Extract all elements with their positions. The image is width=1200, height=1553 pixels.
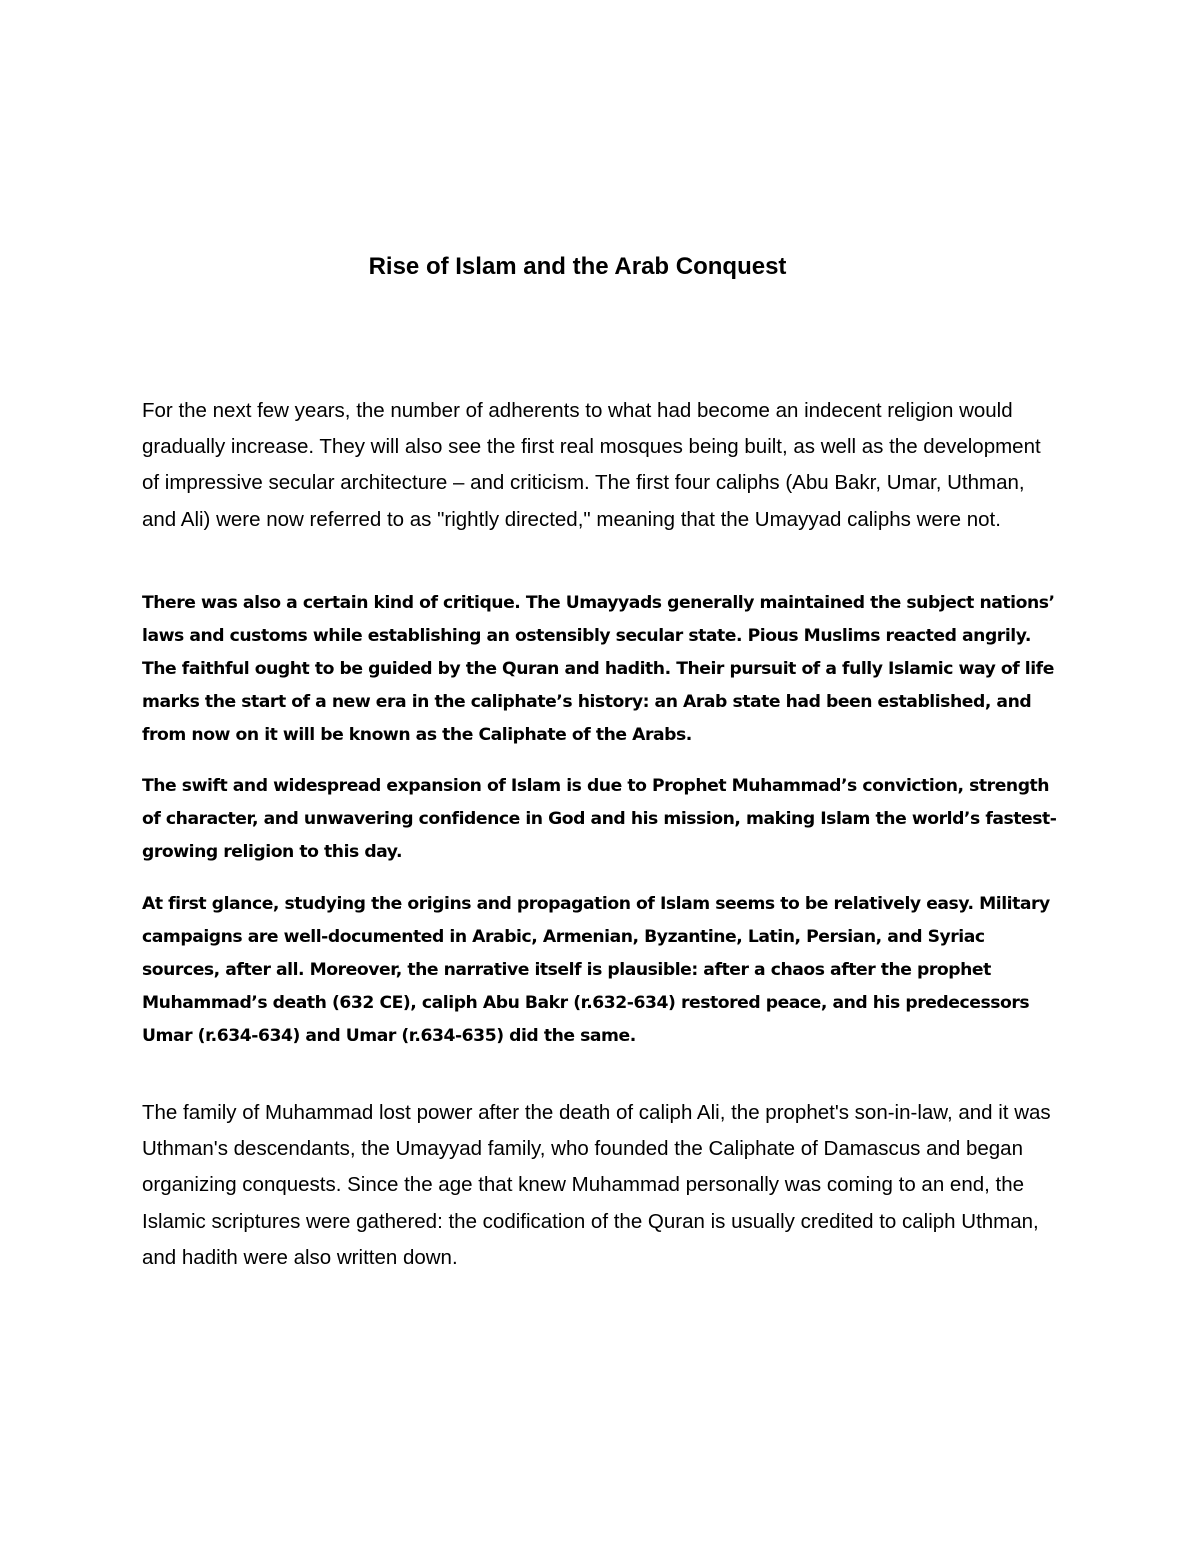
paragraph-4: At first glance, studying the origins and propagation of Islam seems to be relatively easy. Military campaigns are well-documented in Arabic, Armenian, Byzantine, Latin, Persian, and Syriac sources, after all. Moreover, the narrative itself is plausible: after a chaos after the prophet Muhammad’s death (632 CE), caliph Abu Bakr (r.632-634) restored peace, and his predecessors Umar (r.634-634) and Umar (r.634-635) did the same. — [142, 894, 1050, 1047]
paragraph-2: There was also a certain kind of critique. The Umayyads generally maintained the subject nations’ laws and customs while establishing an ostensibly secular state. Pious Muslims reacted angrily. The faithful ought to be guided by the Quran and hadith. Their pursuit of a fully Islamic way of life marks the start of a new era in the caliphate’s history: an Arab state had been established, and from now on it will be known as the Caliphate of the Arabs. — [142, 593, 1055, 746]
paragraph-1: For the next few years, the number of adherents to what had become an indecent religion would gradually increase. They will also see the first real mosques being built, as well as the development of impressive secular architecture – and criticism. The first four caliphs (Abu Bakr, Umar, Uthman, and Ali) were now referred to as "rightly directed," meaning that the Umayyad caliphs were not. — [142, 399, 1041, 531]
paragraph-5: The family of Muhammad lost power after the death of caliph Ali, the prophet's son-in-law, and it was Uthman's descendants, the Umayyad family, who founded the Caliphate of Damascus and began organizing conquests. Since the age that knew Muhammad personally was coming to an end, the Islamic scriptures were gathered: the codification of the Quran is usually credited to caliph Uthman, and hadith were also written down. — [142, 1101, 1051, 1269]
document-title: Rise of Islam and the Arab Conquest — [368, 253, 787, 280]
paragraph-3: The swift and widespread expansion of Islam is due to Prophet Muhammad’s conviction, strength of character, and unwavering confidence in God and his mission, making Islam the world’s fastest-growing religion to this day. — [142, 776, 1057, 863]
